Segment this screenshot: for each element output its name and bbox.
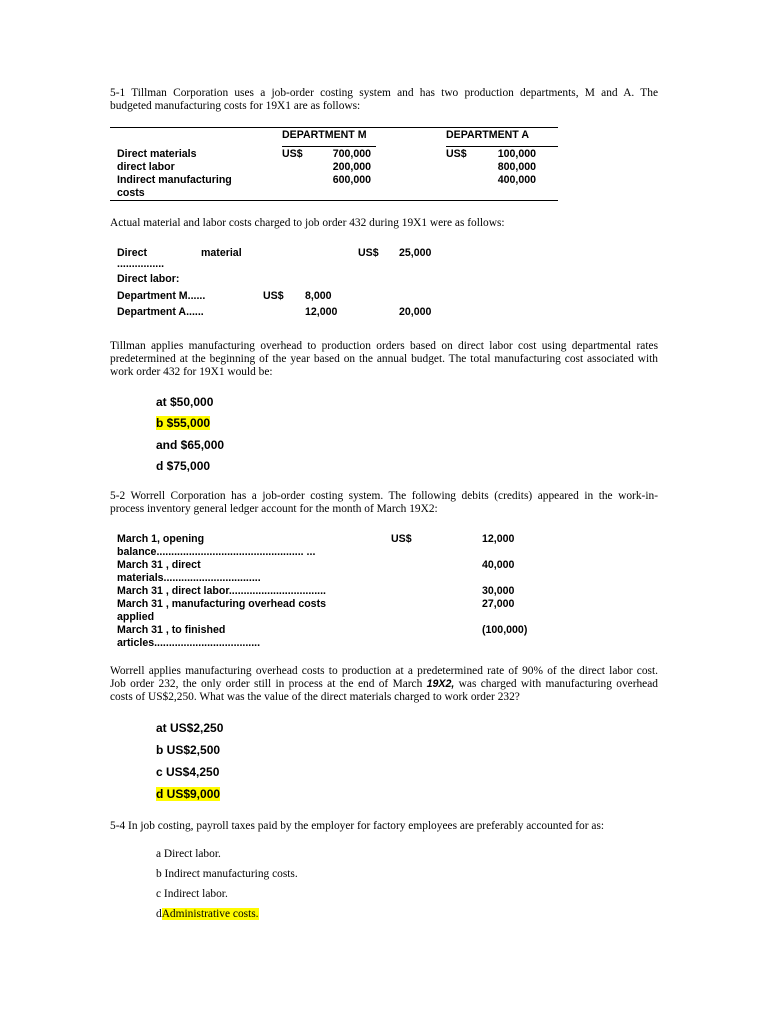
q4-option-d-letter: d <box>156 908 162 920</box>
table-top-rule <box>110 127 558 128</box>
ledger-row-label-cont: articles.................................... <box>117 637 261 649</box>
q2-question-line2 <box>110 678 658 691</box>
ledger-row-label-cont: applied <box>117 611 155 623</box>
q1-option-b-highlighted: b $55,000 <box>156 416 211 430</box>
q2-intro-line2: process inventory general ledger account for the month of March 19X2: <box>110 503 438 515</box>
dept-m-header-rule <box>282 146 376 147</box>
table-row-label: Indirect manufacturing <box>117 174 232 186</box>
dept-a-header-rule <box>446 146 558 147</box>
ledger-row-label-cont: balance.................................................. ... <box>117 546 316 558</box>
q4-option-d <box>156 908 259 920</box>
table-cell-dept-a: 400,000 <box>497 174 536 186</box>
q4-question: 5-4 In job costing, payroll taxes paid by the employer for factory employees are preferably accounted for as: <box>110 820 605 832</box>
q1-intro-line1: 5-1 Tillman Corporation uses a job-order costing system and has two production departments, M and A. The <box>110 87 658 99</box>
q1-option-a: at $50,000 <box>156 395 214 409</box>
q2-question-line2-a: Job order 232, the only order still in process at the end of March <box>110 678 423 690</box>
ledger-value: 30,000 <box>482 585 515 597</box>
table-bottom-rule <box>110 200 558 201</box>
ledger-row-label: March 31 , manufacturing overhead costs <box>117 598 326 610</box>
q2-question-line3: costs of US$2,250. What was the value of the direct materials charged to work order 232? <box>110 691 520 703</box>
q1-intro <box>110 87 658 113</box>
q1-question-line3: work order 432 for 19X1 would be: <box>110 366 273 378</box>
q1-option-d: d $75,000 <box>156 459 211 473</box>
table-row-label: direct labor <box>117 161 175 173</box>
ledger-row-label-cont: materials................................. <box>117 572 261 584</box>
q1-intro-line2: budgeted manufacturing costs for 19X1 are as follows: <box>110 100 361 112</box>
q1-option-c: and $65,000 <box>156 438 225 452</box>
dept-m-header: DEPARTMENT M <box>282 129 367 141</box>
table-row-label: Direct materials <box>117 148 197 160</box>
q2-option-d-highlighted: d US$9,000 <box>156 787 221 801</box>
q1-question-line1: Tillman applies manufacturing overhead to production orders based on direct labor cost using departmental rates <box>110 340 658 352</box>
actual-dept-m-value: 8,000 <box>305 290 332 302</box>
q1-question <box>110 340 658 379</box>
actual-dept-m-label: Department M...... <box>117 290 206 302</box>
q2-intro-line1: 5-2 Worrell Corporation has a job-order costing system. The following debits (credits) appeared in the work-in- <box>110 490 658 502</box>
q2-question-line1: Worrell applies manufacturing overhead costs to production at a predetermined rate of 90% of the direct labor cost. <box>110 665 658 677</box>
dept-a-header: DEPARTMENT A <box>446 129 529 141</box>
actual-dept-m-currency: US$ <box>263 290 284 302</box>
ledger-value: 27,000 <box>482 598 515 610</box>
table-cell-currency: US$ <box>446 148 467 160</box>
q2-question-line2-c: was charged with manufacturing overhead <box>458 678 658 690</box>
q2-option-c: c US$4,250 <box>156 765 220 779</box>
ledger-row-label: March 31 , direct <box>117 559 201 571</box>
ledger-value: 12,000 <box>482 533 515 545</box>
q4-option-c: c Indirect labor. <box>156 888 228 900</box>
ledger-value: 40,000 <box>482 559 515 571</box>
table-cell-dept-a: 800,000 <box>497 161 536 173</box>
actual-direct-word: Direct <box>117 247 148 259</box>
table-cell-dept-m: 200,000 <box>332 161 371 173</box>
table-cell-currency: US$ <box>282 148 303 160</box>
q2-option-b: b US$2,500 <box>156 743 221 757</box>
q4-option-b: b Indirect manufacturing costs. <box>156 868 298 880</box>
ledger-row-label: March 31 , direct labor................................. <box>117 585 326 597</box>
table-cell-dept-a: 100,000 <box>497 148 536 160</box>
table-row-label: costs <box>117 187 145 199</box>
actual-dept-a-label: Department A...... <box>117 306 204 318</box>
ledger-row-label: March 1, opening <box>117 533 205 545</box>
actual-dm-value: 25,000 <box>399 247 432 259</box>
actual-dm-currency: US$ <box>358 247 379 259</box>
q1-actual-intro: Actual material and labor costs charged to job order 432 during 19X1 were as follows: <box>110 217 505 229</box>
q2-option-a: at US$2,250 <box>156 721 224 735</box>
q2-question <box>110 665 658 704</box>
actual-labor-total: 20,000 <box>399 306 432 318</box>
q2-question-year: 19X2, <box>426 678 455 690</box>
actual-material-word: material <box>201 247 242 259</box>
table-cell-dept-m: 700,000 <box>332 148 371 160</box>
q1-question-line2: predetermined at the beginning of the year based on the annual budget. The total manufacturing cost associated with <box>110 353 658 365</box>
ledger-row-label: March 31 , to finished <box>117 624 226 636</box>
actual-labor-label: Direct labor: <box>117 273 180 285</box>
ledger-value: (100,000) <box>482 624 528 636</box>
table-cell-dept-m: 600,000 <box>332 174 371 186</box>
q4-option-a: a Direct labor. <box>156 848 221 860</box>
q2-intro <box>110 490 658 516</box>
q4-option-d-highlighted: Administrative costs. <box>161 908 259 920</box>
actual-dept-a-value: 12,000 <box>305 306 338 318</box>
actual-dots: ................ <box>117 258 165 270</box>
ledger-currency: US$ <box>391 533 412 545</box>
